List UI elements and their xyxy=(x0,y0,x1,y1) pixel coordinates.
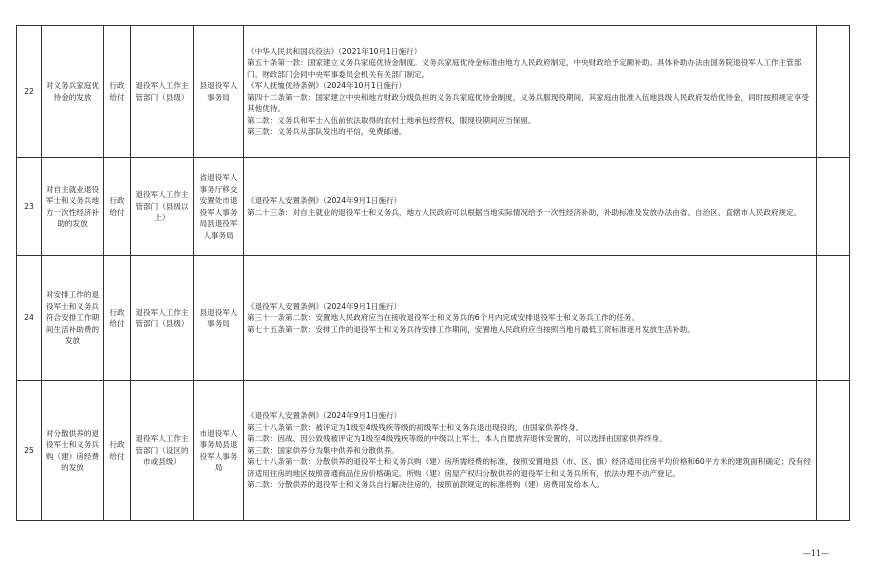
basis-line: 《退役军人安置条例》（2024年9月1日施行） xyxy=(247,196,402,205)
table-row xyxy=(17,256,850,381)
item-name: 对义务兵家庭优待金的发放 xyxy=(42,26,104,158)
basis-line: 第二款：因战、因公致残被评定为1级至4级残疾等级的中级以上军士，本人自愿放弃退休安置的，可以选择由国家供养终身。 xyxy=(247,434,667,444)
basis-line: 第七十八条第一款：分散供养的退役军士和义务兵购（建）房所需经费的标准，按照安置地县（市、区、旗）经济适用住房平均价格和60平方米的建筑面积确定；没有经济适用住房的地区按照普通商品住房价格确定。所购（建）房屋产权归分散供养的退役军士和义务兵所有，依法办理不动产登记。 xyxy=(247,457,811,478)
basis-line: 第二十三条：对自主就业的退役军士和义务兵，地方人民政府可以根据当地实际情况给予一次性经济补助，补助标准及发放办法由省、自治区、直辖市人民政府规定。 xyxy=(247,207,802,217)
basis-line: 第三款：义务兵从部队发出的平信，免费邮递。 xyxy=(247,127,407,136)
row-number: 25 xyxy=(17,381,42,521)
page-number: —11— xyxy=(802,549,829,558)
items-table xyxy=(16,25,850,521)
legal-basis xyxy=(244,256,817,381)
item-type: 行政给付 xyxy=(104,158,131,256)
item-type: 行政给付 xyxy=(104,256,131,381)
implementing-subject: 退役军人工作主管部门（县级以上） xyxy=(131,158,194,256)
table-row xyxy=(17,381,850,521)
implementing-body: 省退役军人事务厅移交安置处市退役军人事务局县退役军人事务局 xyxy=(194,158,244,256)
basis-line: 第四十二条第一款：国家建立中央和地方财政分级负担的义务兵家庭优待金制度，义务兵服现役期间，其家庭由批准入伍地县级人民政府发给优待金，同时按照规定享受其他优待。 xyxy=(247,92,809,113)
implementing-body: 市退役军人事务局县退役军人事务局 xyxy=(194,381,244,521)
note-cell xyxy=(817,158,850,256)
row-number: 23 xyxy=(17,158,42,256)
basis-line: 第三十一条第二款：安置地人民政府应当在接收退役军士和义务兵的6个月内完成安排退役军士和义务兵工作的任务。 xyxy=(247,313,640,323)
note-cell xyxy=(817,256,850,381)
basis-line: 第三十八条第一款：被评定为1级至4级残疾等级的初级军士和义务兵退出现役的，由国家供养终身。 xyxy=(247,422,584,432)
table-row xyxy=(17,158,850,256)
basis-line: 第二款：分散供养的退役军士和义务兵自行解决住房的，按照前款规定的标准将购（建）房费用发给本人。 xyxy=(247,480,604,490)
note-cell xyxy=(817,26,850,158)
item-type: 行政给付 xyxy=(104,381,131,521)
basis-line: 《军人抚恤优待条例》（2024年10月1日施行） xyxy=(247,81,407,90)
row-number: 22 xyxy=(17,26,42,158)
legal-basis xyxy=(244,381,817,521)
implementing-body: 县退役军人事务局 xyxy=(194,256,244,381)
basis-line: 第三款：国家供养分为集中供养和分散供养。 xyxy=(247,445,399,455)
implementing-subject: 退役军人工作主管部门（县级） xyxy=(131,256,194,381)
item-name: 对安排工作的退役军士和义务兵符合安排工作期间生活补助费的发放 xyxy=(42,256,104,381)
item-name: 对分散供养的退役军士和义务兵购（建）房经费的发放 xyxy=(42,381,104,521)
row-number: 24 xyxy=(17,256,42,381)
basis-line: 《退役军人安置条例》（2024年9月1日施行） xyxy=(247,301,402,311)
note-cell xyxy=(817,381,850,521)
legal-basis xyxy=(244,26,817,158)
implementing-subject: 退役军人工作主管部门（县级） xyxy=(131,26,194,158)
implementing-body: 县退役军人事务局 xyxy=(194,26,244,158)
item-name: 对自主就业退役军士和义务兵地方一次性经济补助的发放 xyxy=(42,158,104,256)
implementing-subject: 退役军人工作主管部门（设区的市或县级） xyxy=(131,381,194,521)
table-row xyxy=(17,26,850,158)
basis-line: 《中华人民共和国兵役法》（2021年10月1日施行） xyxy=(247,46,422,56)
basis-line: 《退役军人安置条例》（2024年9月1日施行） xyxy=(247,411,402,421)
item-type: 行政给付 xyxy=(104,26,131,158)
basis-line: 第七十五条第一款：安排工作的退役军士和义务兵待安排工作期间，安置地人民政府应当按照当地月最低工资标准逐月发放生活补助。 xyxy=(247,324,696,334)
basis-line: 第五十条第一款：国家建立义务兵家庭优待金制度。义务兵家庭优待金标准由地方人民政府制定，中央财政给予定额补助。具体补助办法由国务院退役军人工作主管部门、财政部门会同中央军事委员会机关有关部门制定。 xyxy=(247,58,802,79)
legal-basis xyxy=(244,158,817,256)
basis-line: 第二款：义务兵和军士入伍前依法取得的农村土地承包经营权，服现役期间应当保留。 xyxy=(247,115,536,125)
